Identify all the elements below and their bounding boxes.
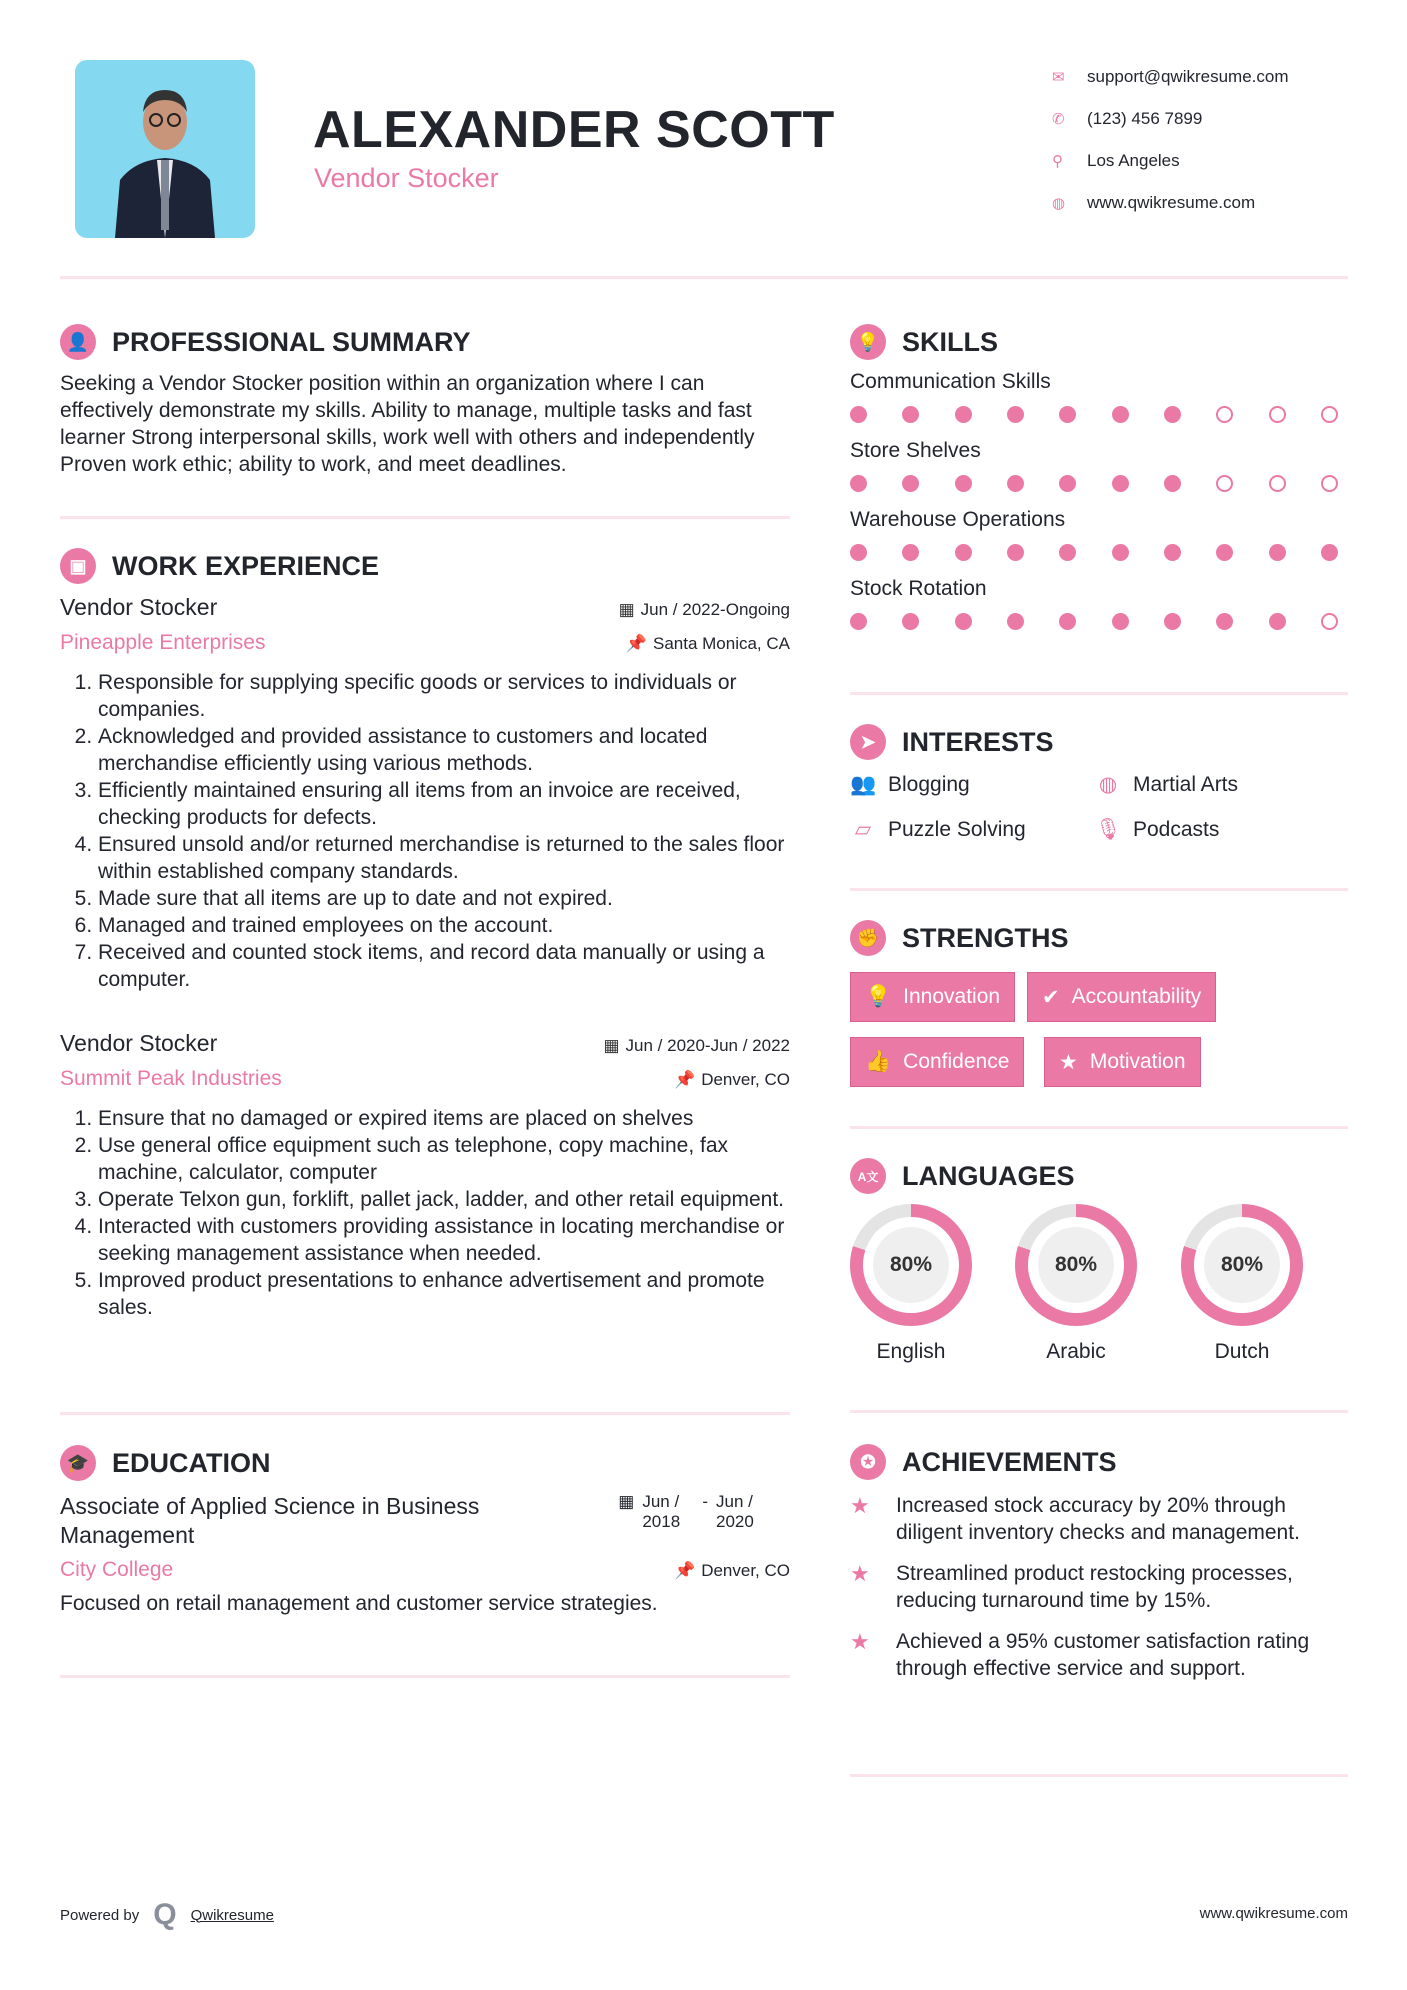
divider [60,516,790,519]
interest-label: Podcasts [1133,817,1220,841]
book-icon: ▱ [854,818,872,841]
interest-item [850,762,1095,807]
user-icon: 👤 [60,324,96,360]
strength-tag [1027,972,1216,1022]
language-name: English [876,1340,946,1363]
tag-label: Motivation [1089,1050,1186,1073]
rating-dot-filled [1216,544,1233,561]
pin-icon: 📌 [674,1561,696,1580]
rating-dot-filled [1112,406,1129,423]
gauge-label: 80% [1038,1227,1114,1303]
divider [850,692,1348,695]
skill-name: Warehouse Operations [850,508,1066,531]
gauge-label: 80% [1204,1227,1280,1303]
rating-dot-empty [1321,613,1338,630]
language-gauge [850,1204,972,1326]
interest-item [1095,762,1345,807]
job-bullets [60,669,790,993]
contact-text: (123) 456 7899 [1087,109,1203,128]
education-date [618,1492,764,1550]
rating-dot-empty [1321,406,1338,423]
company-name: Summit Peak Industries [60,1067,282,1090]
job-date [603,1036,790,1056]
interests-list [850,762,1348,852]
rating-dot-empty [1269,406,1286,423]
achievement-text: Streamlined product restocking processes, reducing turnaround time by 15%. [896,1562,1293,1612]
location-text: Denver, CO [701,1070,790,1089]
rating-dot-filled [902,406,919,423]
skill-name: Communication Skills [850,370,1051,393]
bullet: 1. Ensure that no damaged or expired items are placed on shelves [98,1105,790,1132]
divider [60,1412,790,1415]
star-icon: ★ [1059,1050,1078,1074]
skills-heading [850,324,998,360]
date-text: Jun / 2022-Ongoing [640,600,790,619]
skill-rating [850,544,1338,561]
rating-dot-empty [1269,475,1286,492]
rating-dot-filled [1269,613,1286,630]
bullet: 5. Improved product presentations to enhance advertisement and promote sales. [98,1267,790,1321]
rating-dot-filled [850,544,867,561]
contact-text: support@qwikresume.com [1087,67,1289,86]
rating-dot-filled [1321,544,1338,561]
rating-dot-filled [1059,613,1076,630]
rating-dot-filled [1007,613,1024,630]
lightbulb-icon: 💡 [865,985,892,1008]
language-item [850,1204,972,1364]
skill-item [850,508,1338,561]
bullet: 2. Use general office equipment such as telephone, copy machine, fax machine, calculator, computer [98,1132,790,1186]
divider [850,1774,1348,1777]
contact-text: Los Angeles [1087,151,1180,170]
calendar-icon: ▦ [618,1492,635,1511]
bullet: 3. Efficiently maintained ensuring all items from an invoice are received, checking products for defects. [98,777,790,831]
rating-dot-filled [902,475,919,492]
gauge-label: 80% [873,1227,949,1303]
education-entry [60,1492,790,1617]
candidate-title: Vendor Stocker [314,163,499,193]
rating-dot-filled [902,544,919,561]
rating-dot-filled [1112,475,1129,492]
job-title: Vendor Stocker [60,594,218,620]
rating-dot-filled [1059,544,1076,561]
job-location [674,1070,790,1090]
check-circle-icon: ✔ [1042,985,1060,1009]
rating-dot-filled [1007,475,1024,492]
date-text: Jun / 2020-Jun / 2022 [625,1036,790,1055]
bullet: 5. Made sure that all items are up to date and not expired. [98,885,790,912]
shooting-star-icon: ★ [850,1561,870,1586]
rating-dot-filled [902,613,919,630]
job-entry [60,1030,790,1321]
skill-rating [850,475,1338,492]
shooting-star-icon: ★ [850,1629,870,1654]
rating-dot-filled [1007,406,1024,423]
rating-dot-empty [1216,406,1233,423]
strength-tag [850,1037,1024,1087]
contact-text: www.qwikresume.com [1087,193,1256,212]
start-date: Jun / 2018 [642,1492,681,1531]
education-description: Focused on retail management and customer service strategies. [60,1592,658,1615]
date-separator: - [702,1492,708,1511]
shooting-star-icon: ★ [850,1493,870,1518]
job-date [619,600,790,620]
globe-icon: ◍ [1098,773,1118,796]
interest-label: Puzzle Solving [888,817,1026,841]
rating-dot-filled [955,475,972,492]
strength-tag [850,972,1015,1022]
rating-dot-filled [1269,544,1286,561]
degree: Associate of Applied Science in Business Management [60,1493,480,1548]
achievement-item [850,1628,1348,1682]
skill-item [850,577,1338,630]
interest-item [850,807,1095,852]
graduate-icon: 🎓 [60,1445,96,1481]
fist-icon: ✊ [850,920,886,956]
job-location [626,634,790,654]
language-gauge [1181,1204,1303,1326]
rating-dot-empty [1321,475,1338,492]
skill-item [850,370,1338,423]
heading-text: EDUCATION [112,1447,271,1478]
language-item [1015,1204,1137,1364]
experience-heading [60,548,379,584]
languages-heading [850,1158,1075,1194]
strengths-heading [850,920,1069,956]
paper-plane-icon: ➤ [850,724,886,760]
pin-icon: 📌 [625,634,647,653]
achievement-text: Increased stock accuracy by 20% through diligent inventory checks and management. [896,1494,1300,1544]
bullet: 7. Received and counted stock items, and record data manually or using a computer. [98,939,790,993]
footer-url[interactable]: www.qwikresume.com [1199,1905,1348,1922]
rating-dot-filled [955,406,972,423]
users-icon: 👥 [850,772,877,796]
rating-dot-filled [850,475,867,492]
achievements-list [850,1492,1348,1696]
rating-dot-filled [1112,544,1129,561]
end-date: Jun / 2020 [716,1492,754,1531]
achievement-item [850,1560,1348,1614]
bullet: 6. Managed and trained employees on the account. [98,912,790,939]
skill-name: Stock Rotation [850,577,987,600]
tag-label: Confidence [903,1050,1010,1073]
rating-dot-filled [1164,406,1181,423]
thumbs-up-icon: 👍 [865,1050,892,1073]
calendar-icon: ▦ [618,600,635,619]
tag-label: Innovation [903,985,1001,1008]
divider [850,888,1348,891]
achievements-heading [850,1444,1117,1480]
language-item [1181,1204,1303,1364]
rating-dot-filled [1059,475,1076,492]
bullet: 1. Responsible for supplying specific goods or services to individuals or companies. [98,669,790,723]
powered-by-text: Powered by [60,1906,140,1924]
location-icon: ⚲ [1052,153,1063,170]
contact-list [1052,56,1289,224]
contact-phone[interactable] [1052,98,1289,140]
mail-icon: ✉ [1052,69,1065,86]
interest-label: Martial Arts [1133,772,1239,796]
divider [850,1126,1348,1129]
location-text: Santa Monica, CA [652,634,790,653]
heading-text: INTERESTS [902,726,1054,757]
rating-dot-filled [1216,613,1233,630]
rating-dot-filled [1164,613,1181,630]
rating-dot-empty [1216,475,1233,492]
bullet: 2. Acknowledged and provided assistance to customers and located merchandise efficiently using various methods. [98,723,790,777]
rating-dot-filled [1007,544,1024,561]
rating-dot-filled [1112,613,1129,630]
rating-dot-filled [955,544,972,561]
profile-photo [75,60,255,238]
bullet: 3. Operate Telxon gun, forklift, pallet jack, ladder, and other retail equipment. [98,1186,790,1213]
education-heading [60,1445,271,1481]
star-badge-icon: ✪ [850,1444,886,1480]
tag-label: Accountability [1071,985,1202,1008]
interest-label: Blogging [888,772,970,796]
header-divider [60,276,1348,279]
heading-text: LANGUAGES [902,1160,1075,1191]
achievement-item [850,1492,1348,1546]
interests-heading [850,724,1054,760]
heading-text: WORK EXPERIENCE [112,550,380,581]
heading-text: SKILLS [902,326,999,357]
company-name: Pineapple Enterprises [60,631,266,654]
rating-dot-filled [850,406,867,423]
globe-icon: ◍ [1052,195,1066,212]
briefcase-icon: ▣ [60,548,96,584]
contact-website[interactable] [1052,182,1289,224]
summary-text: Seeking a Vendor Stocker position within an organization where I can effectively demonstrate my skills. Ability to manage, multiple tasks and fast learner Strong interpersonal skills, work well with others and independently Proven work ethic; ability to work, and meet deadlines. [60,372,755,476]
rating-dot-filled [1164,475,1181,492]
heading-text: STRENGTHS [902,922,1069,953]
calendar-icon: ▦ [603,1036,620,1055]
bullet: 4. Ensured unsold and/or returned merchandise is returned to the sales floor within established company standards. [98,831,790,885]
language-gauge [1015,1204,1137,1326]
rating-dot-filled [850,613,867,630]
interest-item [1095,807,1345,852]
achievement-text: Achieved a 95% customer satisfaction rating through effective service and support. [896,1630,1310,1680]
job-title: Vendor Stocker [60,1030,218,1056]
footer-branding [60,1898,274,1932]
rating-dot-filled [955,613,972,630]
pin-icon: 📌 [674,1070,696,1089]
rating-dot-filled [1059,406,1076,423]
divider [850,1410,1348,1413]
phone-icon: ✆ [1052,111,1065,128]
language-name: Dutch [1214,1340,1270,1363]
job-bullets [60,1105,790,1321]
contact-location [1052,140,1289,182]
location-text: Denver, CO [701,1561,790,1580]
school-name: City College [60,1558,174,1581]
strength-tag [1044,1037,1201,1087]
summary-heading [60,324,471,360]
qwikresume-logo-icon: Q [153,1898,177,1931]
heading-text: PROFESSIONAL SUMMARY [112,326,471,357]
contact-email[interactable] [1052,56,1289,98]
candidate-name: ALEXANDER SCOTT [313,101,835,159]
divider [60,1675,790,1678]
education-location [674,1561,790,1581]
skills-list [850,370,1338,646]
skill-rating [850,406,1338,423]
translate-icon: A文 [850,1158,886,1194]
rating-dot-filled [1164,544,1181,561]
lightbulb-icon: 💡 [850,324,886,360]
microphone-icon: 🎙 [1095,817,1122,841]
language-name: Arabic [1046,1340,1106,1363]
skill-rating [850,613,1338,630]
qwikresume-link[interactable]: Qwikresume [190,1906,274,1924]
skill-item [850,439,1338,492]
bullet: 4. Interacted with customers providing assistance in locating merchandise or seeking management assistance when needed. [98,1213,790,1267]
heading-text: ACHIEVEMENTS [902,1446,1117,1477]
skill-name: Store Shelves [850,439,981,462]
job-entry [60,594,790,993]
